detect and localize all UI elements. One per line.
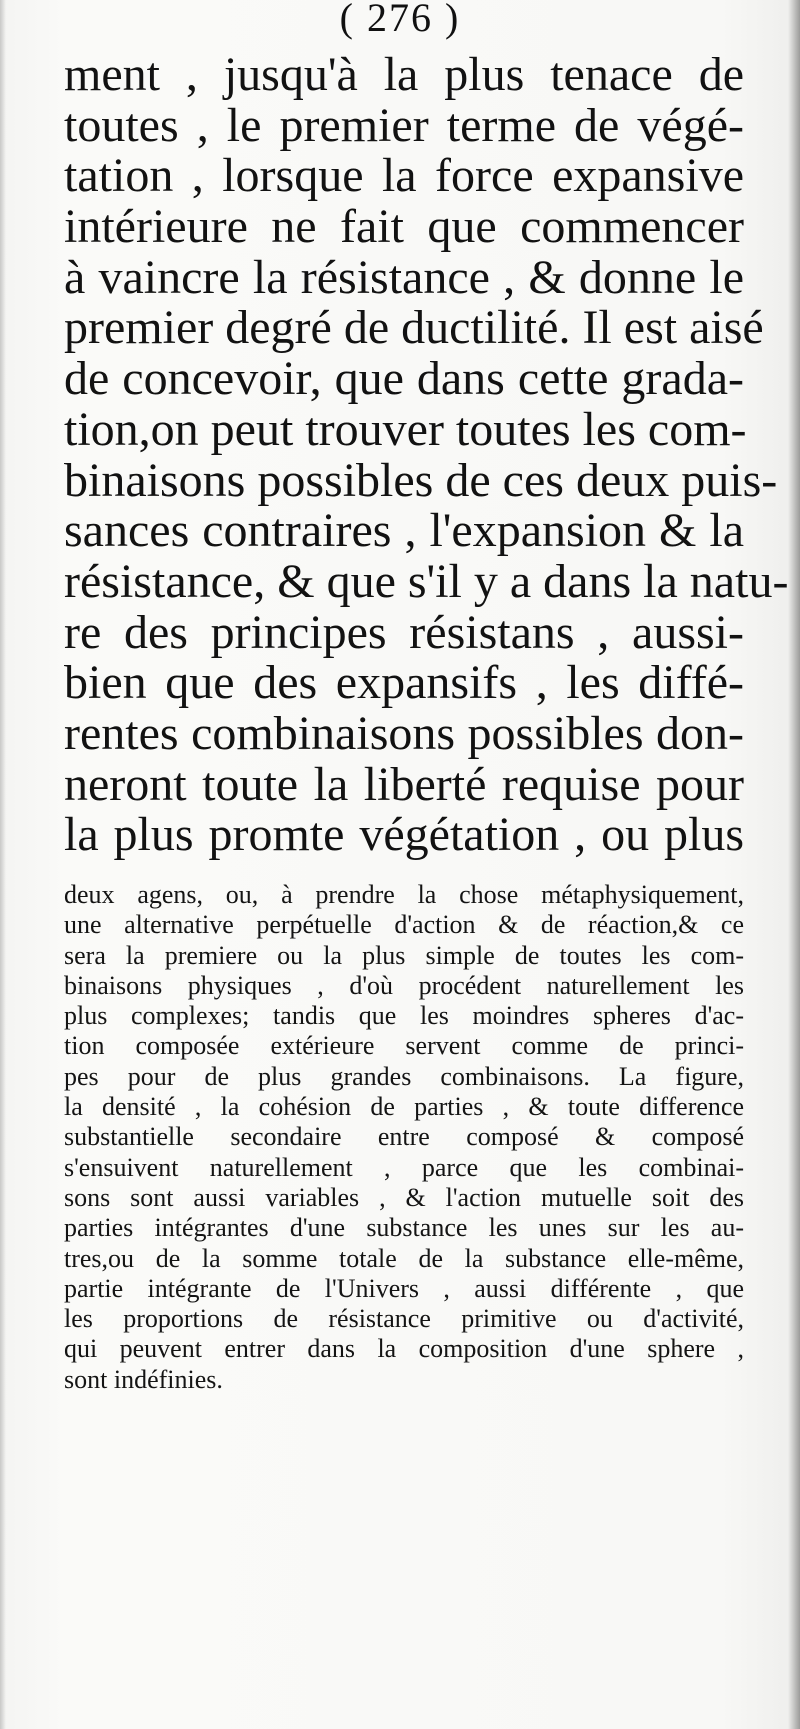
text-line: intérieure ne fait que commencer — [64, 200, 744, 254]
text-line: tion,on peut trouver toutes les com- — [64, 402, 747, 456]
text-line: neront toute la liberté requise pour — [64, 757, 744, 811]
footnote-line: qui peuvent entrer dans la composition d'une sphere , — [64, 1334, 744, 1364]
text-line: résistance, & que s'il y a dans la natu- — [64, 554, 789, 608]
text-line: re des principes résistans , aussi- — [64, 605, 744, 659]
page-edge-shadow — [788, 0, 800, 1729]
text-line: ment , jusqu'à la plus tenace de — [64, 48, 744, 101]
footnote-line: substantielle secondaire entre composé & composé — [64, 1122, 744, 1152]
footnote-line: s'ensuivent naturellement , parce que les combinai- — [64, 1152, 744, 1182]
main-text — [64, 48, 789, 862]
footnote-line: plus complexes; tandis que les moindres spheres d'ac- — [64, 1001, 744, 1031]
text-line: la plus promte végétation , ou plus — [64, 808, 744, 862]
text-line: rentes combinaisons possibles don- — [64, 706, 744, 760]
text-line: binaisons possibles de ces deux puis- — [64, 453, 778, 507]
text-line: bien que des expansifs , les diffé- — [64, 656, 744, 710]
footnote-line: binaisons physiques , d'où procédent naturellement les — [64, 970, 744, 1000]
text-line: premier degré de ductilité. Il est aisé — [64, 301, 764, 355]
footnote-line: deux agens, ou, à prendre la chose métaphysiquement, — [64, 880, 744, 909]
text-line: à vaincre la résistance , & donne le — [64, 250, 744, 304]
footnote-line: sera la premiere ou la plus simple de toutes les com- — [64, 940, 744, 970]
footnote-text — [64, 880, 744, 1395]
footnote-line: parties intégrantes d'une substance les unes sur les au- — [64, 1213, 744, 1243]
footnote-line: une alternative perpétuelle d'action & de réaction,& ce — [64, 910, 744, 940]
footnote-line: sont indéfinies. — [64, 1364, 223, 1394]
text-line: sances contraires , l'expansion & la — [64, 504, 744, 558]
footnote-line: tion composée extérieure servent comme de princi- — [64, 1031, 744, 1061]
page-number: ( 276 ) — [339, 0, 461, 40]
text-line: de concevoir, que dans cette grada- — [64, 352, 744, 406]
page-gutter-shadow — [0, 0, 6, 1729]
footnote-line: tres,ou de la somme totale de la substance elle-même, — [64, 1243, 744, 1273]
footnote-line: partie intégrante de l'Univers , aussi différente , que — [64, 1273, 744, 1303]
footnote-line: les proportions de résistance primitive ou d'activité, — [64, 1304, 744, 1334]
text-line: toutes , le premier terme de végé- — [64, 98, 744, 152]
footnote-line: pes pour de plus grandes combinaisons. La figure, — [64, 1061, 744, 1091]
footnote-line: sons sont aussi variables , & l'action mutuelle soit des — [64, 1182, 744, 1212]
footnote-line: la densité , la cohésion de parties , & toute difference — [64, 1092, 744, 1122]
text-line: tation , lorsque la force expansive — [64, 149, 744, 203]
